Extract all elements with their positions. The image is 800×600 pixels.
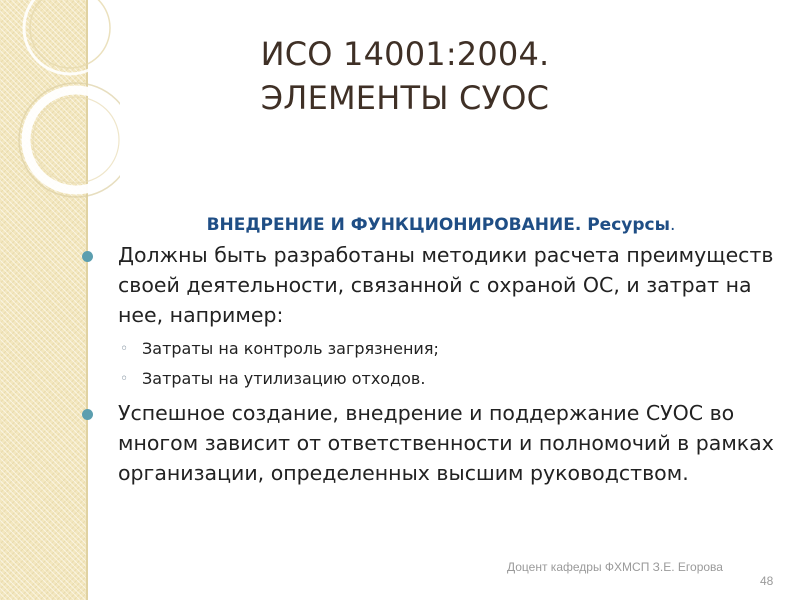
bullet-dot-icon (82, 251, 93, 262)
bullet-text: Должны быть разработаны методики расчета преимуществ своей деятельности, связанной с охраной ОС, и затрат на нее, например: (118, 243, 774, 327)
subheading-caps: ВНЕДРЕНИЕ И ФУНКЦИОНИРОВАНИЕ. (206, 215, 582, 235)
sub-bullet-item (120, 364, 782, 394)
subheading-punct: . (670, 215, 676, 235)
bullet-item (112, 240, 782, 330)
sub-bullet-text: Затраты на контроль загрязнения; (142, 339, 439, 358)
slide-title (100, 32, 710, 120)
sub-bullet-circle-icon: ◦ (120, 371, 129, 387)
bullet-text: Успешное создание, внедрение и поддержание СУОС во многом зависит от ответственности и полномочий в рамках организации, определенных высшим руководством. (118, 401, 774, 485)
subheading-word: Ресурсы (587, 215, 670, 235)
bullet-dot-icon (82, 409, 93, 420)
sub-bullet-item (120, 334, 782, 364)
slide-body (112, 210, 782, 488)
sub-bullet-circle-icon: ◦ (120, 341, 129, 357)
section-subheading (100, 210, 782, 240)
sub-bullet-text: Затраты на утилизацию отходов. (142, 369, 426, 388)
sub-bullet-list (120, 334, 782, 394)
footer-author: Доцент кафедры ФХМСП З.Е. Егорова (507, 560, 723, 574)
page-number: 48 (760, 574, 774, 588)
bullet-item (112, 398, 782, 488)
slide-title-line-1: ИСО 14001:2004. (260, 35, 550, 73)
slide-title-line-2: ЭЛЕМЕНТЫ СУОС (260, 79, 550, 117)
